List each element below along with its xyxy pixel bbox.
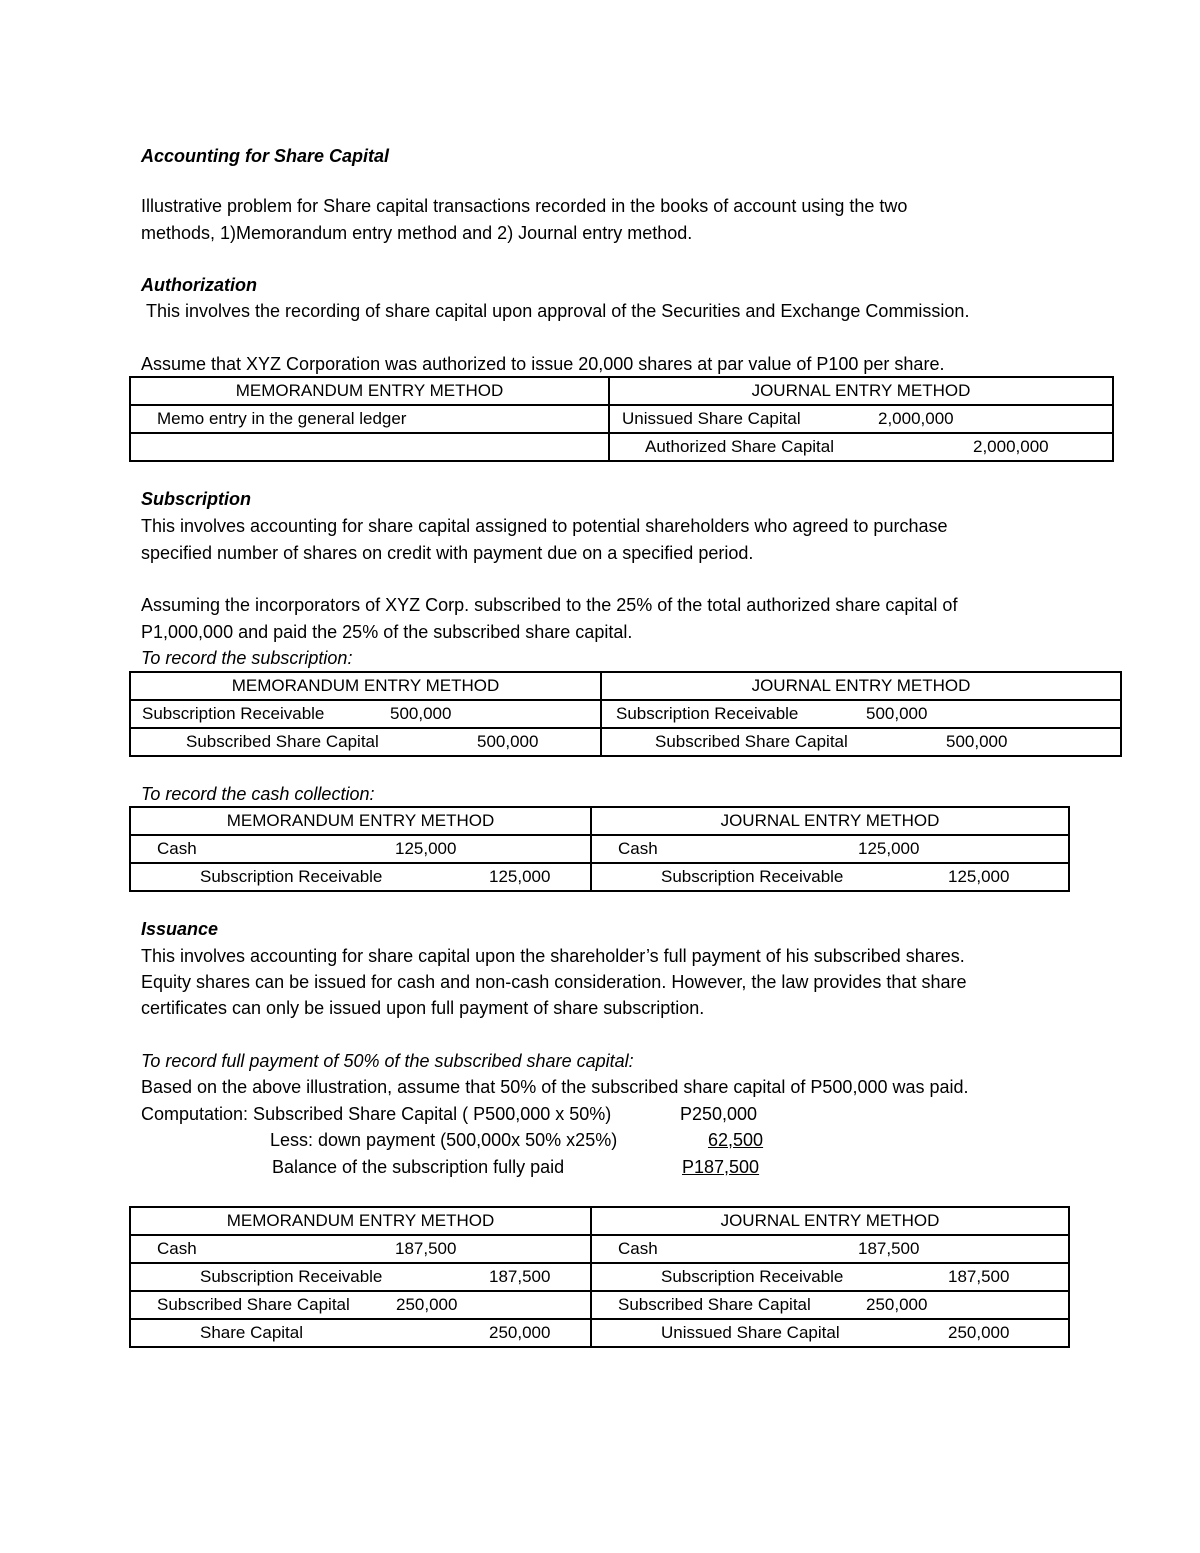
authorization-table bbox=[129, 376, 1114, 462]
memo-receivable-account: Subscription Receivable bbox=[200, 1267, 383, 1286]
journal-subscribed-amount: 250,000 bbox=[866, 1295, 928, 1314]
subscription-desc-1: This involves accounting for share capital assigned to potential shareholders who agreed to purchase bbox=[141, 516, 948, 536]
authorization-assumption: Assume that XYZ Corporation was authorized to issue 20,000 shares at par value of P100 per share. bbox=[141, 354, 945, 374]
journal-header: JOURNAL ENTRY METHOD bbox=[591, 1207, 1069, 1235]
memo-share-capital-account: Share Capital bbox=[200, 1323, 304, 1342]
issuance-desc-3: certificates can only be issued upon full payment of share subscription. bbox=[141, 998, 705, 1018]
balance-label: Balance of the subscription fully paid bbox=[272, 1157, 565, 1177]
less-down-payment-label: Less: down payment (500,000x 50% x25%) bbox=[270, 1130, 618, 1150]
journal-header: JOURNAL ENTRY METHOD bbox=[609, 377, 1113, 405]
journal-debit-account: Unissued Share Capital bbox=[622, 409, 801, 428]
journal-unissued-amount: 250,000 bbox=[948, 1323, 1010, 1342]
memo-header: MEMORANDUM ENTRY METHOD bbox=[130, 1207, 591, 1235]
journal-receivable-amount: 187,500 bbox=[948, 1267, 1010, 1286]
memo-header: MEMORANDUM ENTRY METHOD bbox=[130, 672, 601, 700]
memo-credit-account: Subscription Receivable bbox=[200, 867, 383, 886]
journal-credit-amount: 500,000 bbox=[946, 732, 1008, 751]
issuance-desc-2: Equity shares can be issued for cash and non-cash consideration. However, the law provides that share bbox=[141, 972, 967, 992]
journal-debit-account: Cash bbox=[618, 839, 658, 858]
page-title: Accounting for Share Capital bbox=[141, 146, 390, 166]
journal-debit-amount: 125,000 bbox=[858, 839, 920, 858]
record-cash-label: To record the cash collection: bbox=[141, 784, 375, 804]
journal-debit-amount: 2,000,000 bbox=[878, 409, 954, 428]
memo-share-capital-amount: 250,000 bbox=[489, 1323, 551, 1342]
memo-credit-account: Subscribed Share Capital bbox=[186, 732, 379, 751]
issuance-heading: Issuance bbox=[141, 919, 219, 939]
journal-cash-account: Cash bbox=[618, 1239, 658, 1258]
authorization-heading: Authorization bbox=[141, 275, 257, 295]
memo-debit-amount: 125,000 bbox=[395, 839, 457, 858]
less-down-payment-value: 62,500 bbox=[708, 1130, 764, 1150]
memo-debit-amount: 500,000 bbox=[390, 704, 452, 723]
issuance-desc-1: This involves accounting for share capital upon the shareholder’s full payment of his subscribed shares. bbox=[141, 946, 965, 966]
memo-debit-account: Subscription Receivable bbox=[142, 704, 325, 723]
memo-cash-amount: 187,500 bbox=[395, 1239, 457, 1258]
journal-subscribed-account: Subscribed Share Capital bbox=[618, 1295, 811, 1314]
journal-unissued-account: Unissued Share Capital bbox=[661, 1323, 840, 1342]
memo-credit-amount: 500,000 bbox=[477, 732, 539, 751]
intro-line-2: methods, 1)Memorandum entry method and 2) Journal entry method. bbox=[141, 223, 693, 243]
memo-subscribed-amount: 250,000 bbox=[396, 1295, 458, 1314]
memo-entry-text: Memo entry in the general ledger bbox=[157, 409, 407, 428]
intro-line-1: Illustrative problem for Share capital transactions recorded in the books of account using the two bbox=[141, 196, 908, 216]
memo-receivable-amount: 187,500 bbox=[489, 1267, 551, 1286]
memo-header: MEMORANDUM ENTRY METHOD bbox=[130, 377, 609, 405]
journal-receivable-account: Subscription Receivable bbox=[661, 1267, 844, 1286]
journal-credit-account: Authorized Share Capital bbox=[645, 437, 835, 456]
journal-credit-account: Subscribed Share Capital bbox=[655, 732, 848, 751]
balance-value: P187,500 bbox=[682, 1157, 760, 1177]
subscription-table bbox=[129, 671, 1122, 757]
subscription-assume-1: Assuming the incorporators of XYZ Corp. subscribed to the 25% of the total authorized share capital of bbox=[141, 595, 958, 615]
memo-credit-amount: 125,000 bbox=[489, 867, 551, 886]
issuance-table bbox=[129, 1206, 1070, 1348]
memo-header: MEMORANDUM ENTRY METHOD bbox=[130, 807, 591, 835]
journal-cash-amount: 187,500 bbox=[858, 1239, 920, 1258]
record-full-payment-label: To record full payment of 50% of the subscribed share capital: bbox=[141, 1051, 634, 1071]
journal-debit-account: Subscription Receivable bbox=[616, 704, 799, 723]
subscription-assume-2: P1,000,000 and paid the 25% of the subscribed share capital. bbox=[141, 622, 633, 642]
record-subscription-label: To record the subscription: bbox=[141, 648, 353, 668]
subscription-heading: Subscription bbox=[141, 489, 252, 509]
memo-debit-account: Cash bbox=[157, 839, 197, 858]
journal-header: JOURNAL ENTRY METHOD bbox=[591, 807, 1069, 835]
journal-credit-account: Subscription Receivable bbox=[661, 867, 844, 886]
cash-collection-table bbox=[129, 806, 1070, 892]
computation-value: P250,000 bbox=[680, 1104, 758, 1124]
authorization-desc: This involves the recording of share capital upon approval of the Securities and Exchange Commission. bbox=[146, 301, 970, 321]
subscription-desc-2: specified number of shares on credit with payment due on a specified period. bbox=[141, 543, 754, 563]
memo-cash-account: Cash bbox=[157, 1239, 197, 1258]
journal-credit-amount: 2,000,000 bbox=[973, 437, 1049, 456]
journal-credit-amount: 125,000 bbox=[948, 867, 1010, 886]
journal-debit-amount: 500,000 bbox=[866, 704, 928, 723]
issuance-based-line: Based on the above illustration, assume that 50% of the subscribed share capital of P500,000 was paid. bbox=[141, 1077, 969, 1097]
memo-subscribed-account: Subscribed Share Capital bbox=[157, 1295, 350, 1314]
computation-label: Computation: Subscribed Share Capital ( P500,000 x 50%) bbox=[141, 1104, 612, 1124]
journal-header: JOURNAL ENTRY METHOD bbox=[601, 672, 1121, 700]
